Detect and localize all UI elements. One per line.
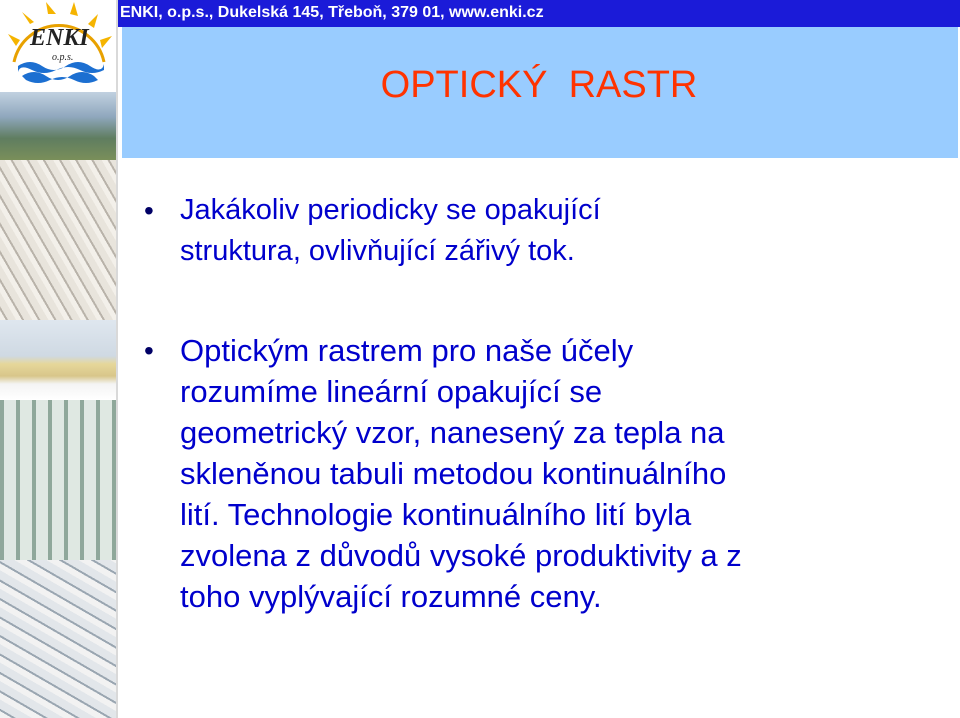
bullet-line: • Jakákoliv periodicky se opakující [180, 194, 601, 226]
bullet-line: toho vyplývající rozumné ceny. [180, 579, 602, 614]
title-band [118, 27, 960, 162]
bullet-item [140, 190, 940, 272]
bullet-line: lití. Technologie kontinuálního lití byla [180, 497, 692, 532]
photo-strip [0, 0, 118, 718]
bullet-line: struktura, ovlivňující zářivý tok. [180, 235, 575, 267]
organization-address: ENKI, o.p.s., Dukelská 145, Třeboň, 379 01, www.enki.cz [120, 4, 544, 21]
bullet-item [140, 330, 940, 617]
logo-text: ENKI [30, 25, 89, 51]
bullet-line: rozumíme lineární opakující se [180, 374, 603, 409]
bullet-line: skleněnou tabuli metodou kontinuálního [180, 456, 727, 491]
logo-subtext: o.p.s. [52, 52, 74, 63]
bullet-line: • Optickým rastrem pro naše účely [180, 333, 634, 368]
bullet-line: geometrický vzor, nanesený za tepla na [180, 415, 725, 450]
slide-title: OPTICKÝ RASTR [380, 64, 698, 106]
slide-body [140, 190, 940, 617]
bullet-line: zvolena z důvodů vysoké produktivity a z [180, 538, 742, 573]
header-bar [118, 0, 960, 27]
